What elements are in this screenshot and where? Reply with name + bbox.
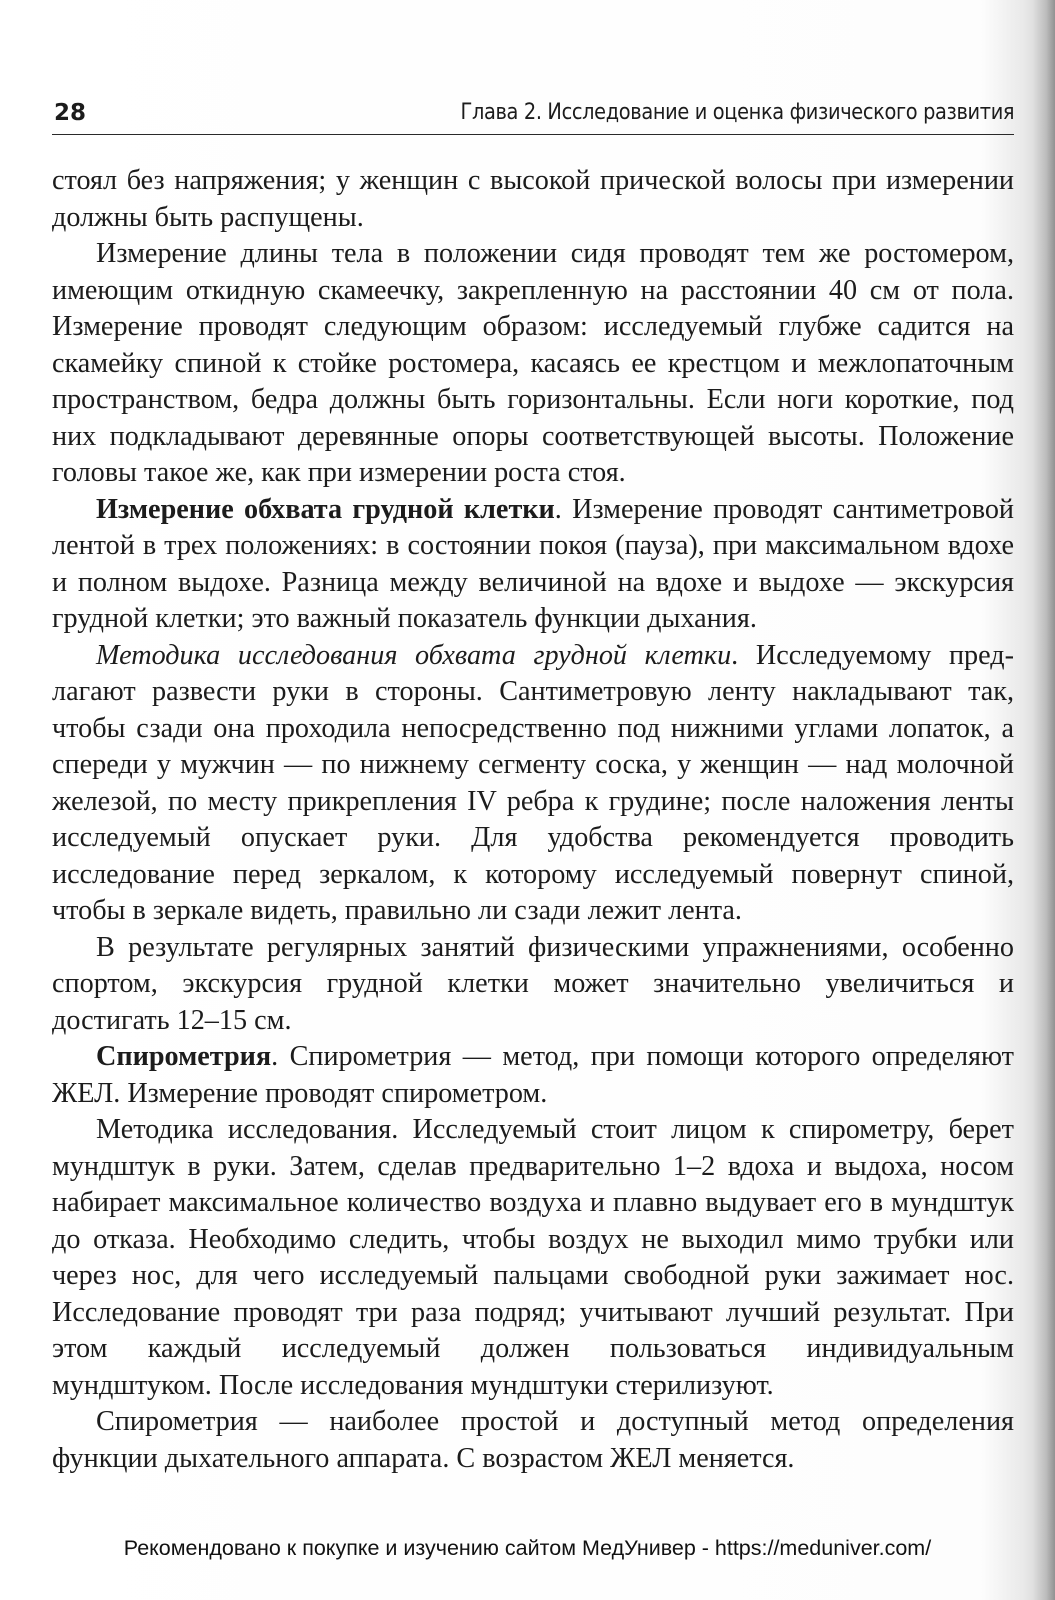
paragraph-text: Измерение длины тела в положении сидя проводят тем же ростомером, имеющим откидную скамеечку, закрепленную на расстоянии 40 см от пола. Измерение проводят следующим образом: исследуемый глубже садится на скамейку спиной к стойке ростомера, касаясь ее крестцом и межлопаточным пространством, бедра должны быть горизонтальны. Если ноги короткие, под них подкладывают деревянные опоры соответствующей высоты. Положение головы такое же, как при измерении роста стоя. [52,238,1014,488]
paragraph-text: . Измерение проводят сантиметровой лентой в трех положениях: в состоянии покоя (пауза), при максимальном вдохе и полном выдохе. Разница между величиной на вдохе и выдохе — экскурсия грудной клетки; это важный показатель функции дыхания. [52,493,1014,634]
paragraph-text: Спирометрия — наиболее простой и доступный метод определения функции дыхательного аппарата. С возрастом ЖЕЛ меняется. [52,1406,1014,1474]
paragraph-spirometry-summary [52,1404,1014,1477]
paragraph-training-effect [52,930,1014,1040]
running-header [52,96,1014,135]
paragraph-spirometry [52,1039,1014,1112]
paragraph-text: В результате регулярных занятий физическими упражнениями, особенно спортом, экскурсия грудной клетки может значительно увеличиться и достигать 12–15 см. [52,931,1014,1036]
paragraph-chest-girth [52,492,1014,638]
chapter-title: Глава 2. Исследование и оценка физического развития [460,100,1014,125]
paragraph-text: Методика исследования. Исследуемый стоит лицом к спирометру, берет мундштук в руки. Затем, сделав предварительно 1–2 вдоха и выдоха, носом набирает максимальное количество воздуха и плавно выдувает его в мундштук до отказа. Необходимо следить, чтобы воздух не выходил мимо трубки или через нос, для чего исследуемый пальцами свободной руки зажимает нос. Исследование проводят три раза подряд; учитывают лучший результат. При этом каждый исследуемый должен пользоваться индивидуальным мундштуком. После исследования мундштуки стерилизуют. [52,1114,1014,1401]
paragraph-chest-method [52,638,1014,930]
paragraph-text: . Спирометрия — метод, при помощи которого определяют ЖЕЛ. Измерение проводят спирометром. [52,1041,1014,1109]
page-number: 28 [54,100,87,126]
paragraph-text: . Исследуемому предлагают развести руки в стороны. Сантиметровую ленту накладывают так, чтобы сзади она проходила непосредственно под нижними углами лопаток, а спереди у мужчин — по нижнему сегменту соска, у женщин — над молочной железой, по месту прикрепления IV ребра к грудине; после наложения ленты исследуемый опускает руки. Для удобства рекомендуется проводить исследование перед зеркалом, к которому исследуемый повернут спиной, чтобы в зеркале видеть, правильно ли сзади лежит лента. [52,639,1014,926]
body-text [52,163,1014,1477]
paragraph-text: стоял без напряжения; у женщин с высокой прической волосы при измерении должны быть распущены. [52,165,1014,233]
section-lead-heading: Спирометрия [96,1041,272,1072]
page-edge-shadow [1033,0,1055,1600]
paragraph-continuation [52,163,1014,236]
section-lead-heading: Измерение обхвата грудной клетки [96,493,555,525]
paragraph-spirometry-method [52,1112,1014,1404]
paragraph-sitting-height [52,236,1014,492]
footer-watermark-text: Рекомендовано к покупке и изучению сайтом МедУнивер - https://meduniver.com/ [123,1536,932,1560]
method-lead-heading: Методика исследования обхвата грудной клетки [96,639,732,671]
